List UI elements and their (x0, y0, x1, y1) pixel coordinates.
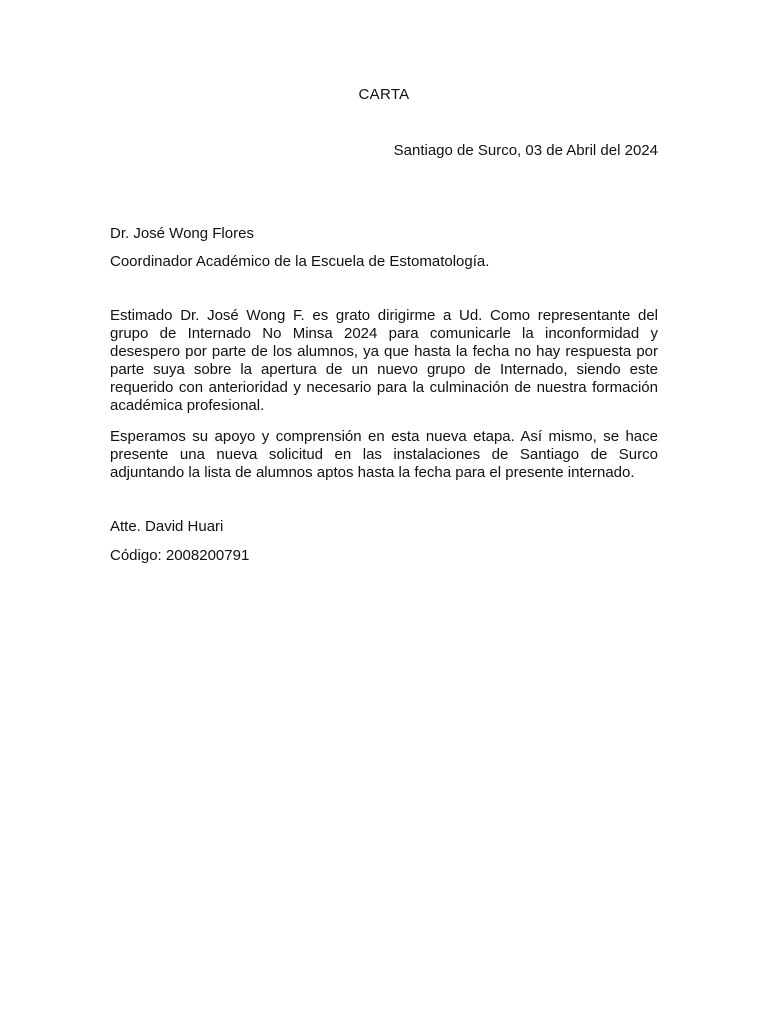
signature-code: Código: 2008200791 (110, 547, 250, 564)
body-paragraph-1: Estimado Dr. José Wong F. es grato dirigirme a Ud. Como representante del grupo de Internado No Minsa 2024 para comunicarle la inconformidad y desespero por parte de los alumnos, ya que hasta la fecha no hay respuesta por parte suya sobre la apertura de un nuevo grupo de Internado, siendo este requerido con anterioridad y necesario para la culminación de nuestra formación académica profesional. (110, 307, 658, 414)
place-date: Santiago de Surco, 03 de Abril del 2024 (393, 142, 658, 159)
letter-title: CARTA (358, 86, 410, 103)
signature-name: Atte. David Huari (110, 518, 224, 535)
recipient-name: Dr. José Wong Flores (110, 225, 254, 242)
recipient-role: Coordinador Académico de la Escuela de Estomatología. (110, 253, 490, 270)
body-paragraph-2: Esperamos su apoyo y comprensión en esta nueva etapa. Así mismo, se hace presente una nueva solicitud en las instalaciones de Santiago de Surco adjuntando la lista de alumnos aptos hasta la fecha para el presente internado. (110, 428, 658, 481)
